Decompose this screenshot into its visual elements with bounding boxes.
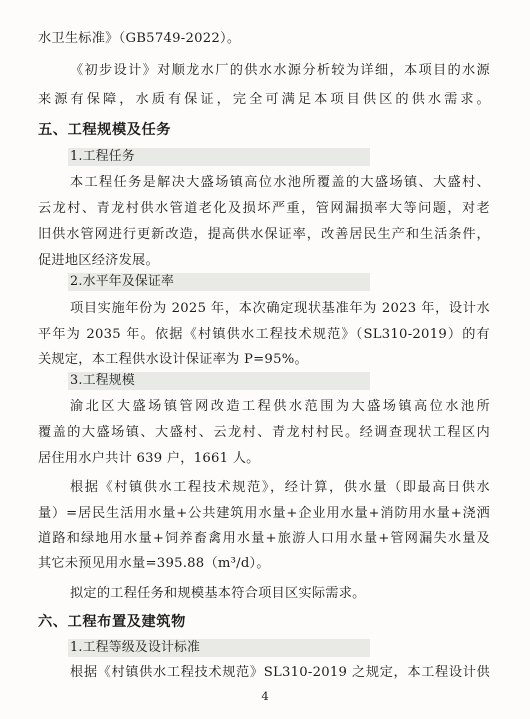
body-text-line: 拟定的工程任务和规模基本符合项目区实际需求。 (70, 586, 366, 601)
body-text-line: 促进地区经济发展。 (38, 253, 159, 268)
subsection-heading: 1.工程任务 (68, 148, 370, 166)
body-text-line: 项目实施年份为 2025 年，本次确定现状基准年为 2023 年，设计水 (70, 301, 490, 316)
body-text-line: 量）=居民生活用水量+公共建筑用水量+企业用水量+消防用水量+浇洒 (38, 506, 490, 521)
body-text-line: 云龙村、青龙村供水管道老化及损坏严重，管网漏损率大等问题，对老 (38, 201, 490, 216)
body-text-line: 来源有保障，水质有保证，完全可满足本项目供区的供水需求。 (38, 92, 490, 107)
body-text-line: 旧供水管网进行更新改造，提高供水保证率，改善居民生产和生活条件， (38, 227, 490, 242)
body-text-line: 根据《村镇供水工程技术规范》SL310-2019 之规定，本工程设计供 (70, 665, 490, 680)
subsection-heading: 2.水平年及保证率 (68, 273, 370, 291)
section-heading: 六、工程布置及建筑物 (38, 614, 186, 630)
body-text-line: 《初步设计》对顺龙水厂的供水水源分析较为详细，本项目的水源 (70, 63, 490, 78)
body-text-line: 根据《村镇供水工程技术规范》，经计算，供水量（即最高日供水 (70, 480, 490, 495)
body-text-line: 本工程任务是解决大盛场镇高位水池所覆盖的大盛场镇、大盛村、 (70, 175, 490, 190)
body-text-line: 居住用水户共计 639 户，1661 人。 (38, 451, 260, 466)
body-text-line: 渝北区大盛场镇管网改造工程供水范围为大盛场镇高位水池所 (70, 399, 490, 414)
subsection-heading: 3.工程规模 (68, 372, 370, 390)
subsection-heading: 1.工程等级及设计标准 (68, 639, 370, 657)
body-text-line: 其它未预见用水量=395.88（m³/d）。 (38, 556, 270, 571)
body-text-line: 道路和绿地用水量+饲养畜禽用水量+旅游人口用水量+管网漏失水量及 (38, 531, 490, 546)
section-heading: 五、工程规模及任务 (38, 122, 172, 138)
page-number: 4 (261, 689, 269, 703)
body-text-line: 水卫生标准》（GB5749-2022）。 (38, 31, 241, 46)
body-text-line: 平年为 2035 年。依据《村镇供水工程技术规范》（SL310-2019）的有 (38, 327, 490, 342)
body-text-line: 关规定，本工程供水设计保证率为 P=95%。 (38, 352, 308, 367)
body-text-line: 覆盖的大盛场镇、大盛村、云龙村、青龙村村民。经调查现状工程区内 (38, 425, 490, 440)
